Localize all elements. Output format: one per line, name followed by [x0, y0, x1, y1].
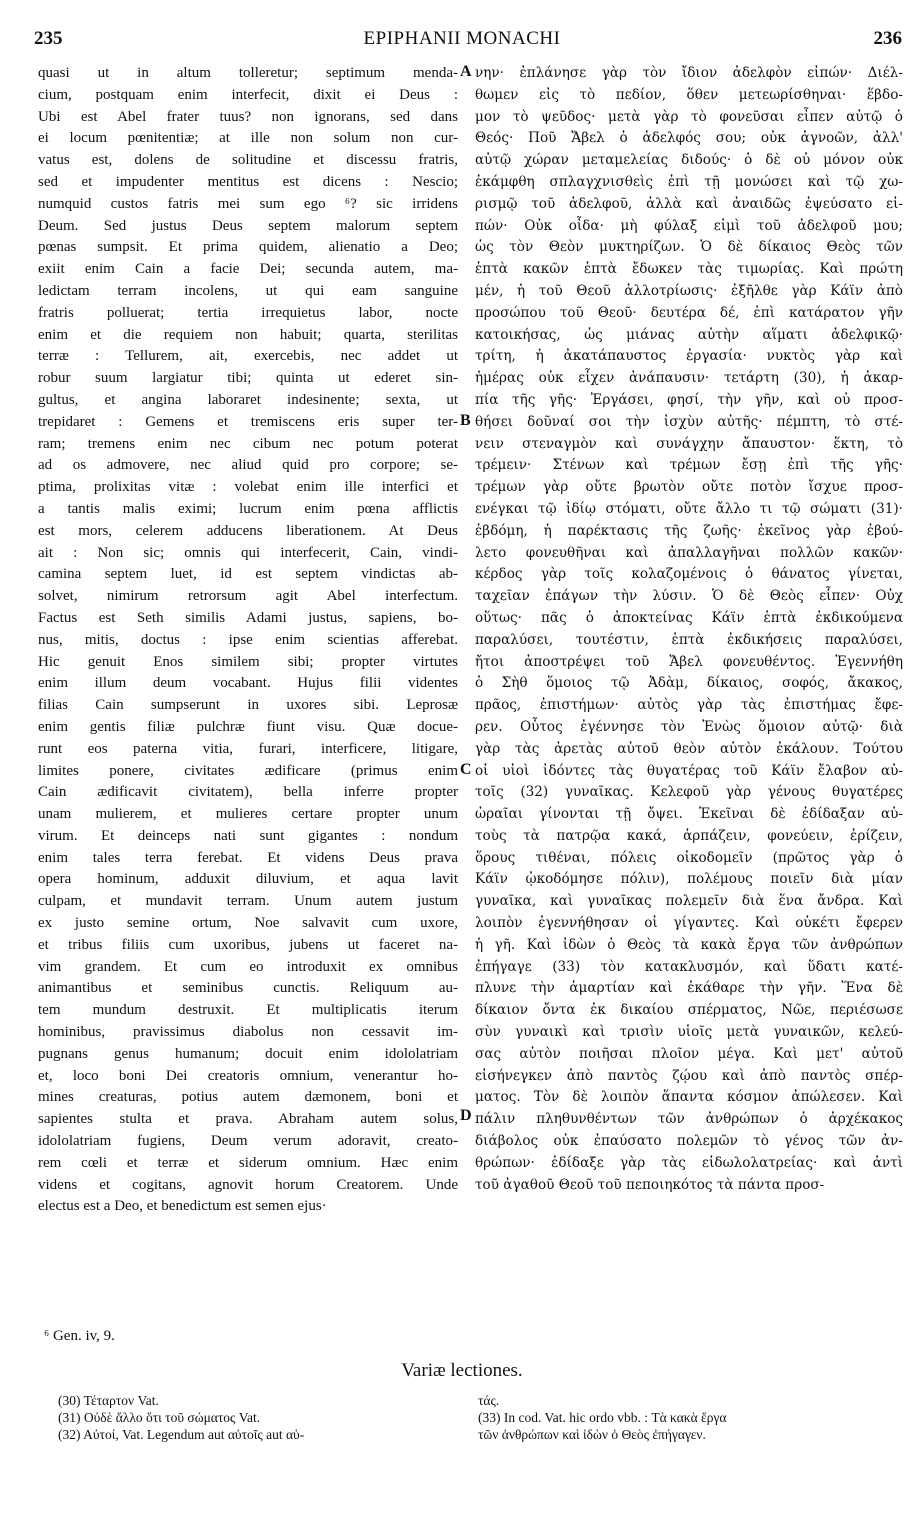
- latin-text-line: rem cœli et terræ et siderum omnium. Hæc enim: [38, 1154, 458, 1171]
- section-marker-a: A: [460, 63, 472, 80]
- greek-text-line: ὡραῖαι γίνονται τῇ ὄψει. Ἐκεῖναι δὲ ἐδίδαξαν αὐ-: [475, 806, 903, 823]
- greek-text-line: ἐκάμφθη σπλαγχνισθεὶς ἐπὶ τῇ μονώσει καὶ τῷ χω-: [475, 173, 903, 190]
- latin-text-line: a tantis malis eximi; lucrum enim pœna afflictis: [38, 500, 458, 517]
- greek-text-line: προσώπου τοῦ Θεοῦ· δευτέρα δέ, ἐπὶ κατάρατον γῆν: [475, 304, 903, 321]
- greek-text-line: Κάϊν ᾠκοδόμησε πόλιν), πολέμους ποιεῖν διὰ μίαν: [475, 871, 903, 888]
- greek-text-line: οἱ υἱοὶ ἰδόντες τὰς θυγατέρας τοῦ Κάϊν ἔλαβον αὐ-: [475, 762, 903, 779]
- greek-text-line: σὺν γυναικὶ καὶ τρισὶν υἱοῖς μετὰ γυναικῶν, κελεύ-: [475, 1024, 903, 1041]
- latin-text-line: et tribus filiis cum uxoribus, jubens ut faceret na-: [38, 936, 458, 953]
- greek-text-line: ενέγκαι τῷ ἰδίῳ στόματι, οὔτε ἄλλο τι τῷ σώματι (31)·: [475, 500, 903, 517]
- page-number-left: 235: [34, 28, 63, 49]
- greek-text-line: αὐτῷ χώραν μεταμελείας διδούς· ὁ δὲ οὐ μόνον οὐκ: [475, 152, 903, 169]
- section-marker-c: C: [460, 761, 472, 778]
- footnote: ⁶ Gen. iv, 9.: [44, 1328, 115, 1344]
- variae-lectiones-left: [58, 1392, 468, 1443]
- latin-text-line: camina septem luet, id est septem vindictas ab-: [38, 566, 458, 583]
- latin-text-line: videns et cogitans, agnovit horum Creatorem. Unde: [38, 1176, 458, 1193]
- latin-text-line: mines creaturas, potius autem dæmonem, boni et: [38, 1089, 458, 1106]
- greek-text-line: τοῖς (32) γυναῖκας. Κελεφοῦ γὰρ γένους θυγατέρες: [475, 784, 903, 801]
- greek-text-line: διάβολος οὐκ ἐπαύσατο πολεμῶν τὸ γένος τῶν ἀν-: [475, 1133, 903, 1150]
- page-number-right: 236: [873, 28, 902, 49]
- latin-text-line: enim tales terra ferebat. Et videns Deus prava: [38, 849, 458, 866]
- latin-text-line: gultus, et angina laboraret indesinente; sexta, ut: [38, 391, 458, 408]
- greek-text-line: κατοικήσας, ὡς μιάνας αὐτὴν αἵματι ἀδελφικῷ·: [475, 326, 903, 343]
- latin-text-line: ram; tremens enim nec cibum nec potum poterat: [38, 435, 458, 452]
- greek-text-line: δίκαιον ὄντα ἐκ δικαίου σπέρματος, Νῶε, περιέσωσε: [475, 1002, 903, 1019]
- latin-text-line: trepidaret : Gemens et tremiscens eris super ter-: [38, 413, 458, 430]
- latin-text-line: Cain ædificavit civitatem), bella inferre propter: [38, 784, 458, 801]
- latin-text-line: Factus est Seth similis Adami justus, sapiens, bo-: [38, 609, 458, 626]
- greek-text-line: ὅρους τιθέναι, πόλεις οἰκοδομεῖν (πρῶτος γὰρ ὁ: [475, 849, 903, 866]
- latin-text-line: runt eos paterna vitia, furari, interficere, litigare,: [38, 740, 458, 757]
- latin-text-line: terræ : Tellurem, ait, exercebis, nec addet ut: [38, 348, 458, 365]
- greek-text-line: πών· Οὐκ οἶδα· μὴ φύλαξ εἰμὶ τοῦ ἀδελφοῦ μου;: [475, 217, 903, 234]
- latin-text-line: ait : Non sic; omnis qui interfecerit, Cain, vindi-: [38, 544, 458, 561]
- greek-text-line: ἡμέρας οὐκ εἶχεν ἀνάπαυσιν· τετάρτη (30), ἡ ἀκαρ-: [475, 370, 903, 387]
- greek-text-line: θήσει δοῦναί σοι τὴν ἰσχὺν αὐτῆς· πέμπτη, τὸ στέ-: [475, 413, 903, 430]
- running-title: EPIPHANII MONACHI: [363, 28, 561, 49]
- greek-text-line: θρώπων· ἐδίδαξε γὰρ τὰς εἰδωλολατρείας· καὶ ἀντὶ: [475, 1154, 903, 1171]
- greek-text-line: ἡ γῆ. Καὶ ἰδὼν ὁ Θεὸς τὰ κακὰ ἔργα τῶν ἀνθρώπων: [475, 936, 903, 953]
- greek-text-line: κέρδος γὰρ τοῖς κολαζομένοις ὁ θάνατος γίνεται,: [475, 566, 903, 583]
- greek-text-line: τρέμων γὰρ οὔτε βρωτὸν οὔτε ποτὸν ἴσχυε προσ-: [475, 479, 903, 496]
- latin-text-line: Hic genuit Enos similem sibi; propter virtutes: [38, 653, 458, 670]
- greek-text-line: ἐπήγαγε (33) τὸν κατακλυσμόν, καὶ ὕδατι κατέ-: [475, 958, 903, 975]
- greek-text-line: τρίτη, ἡ ἀκατάπαυστος ἐργασία· νυκτὸς γὰρ καὶ: [475, 348, 903, 365]
- latin-text-line: pugnans genus humanum; docuit enim idololatriam: [38, 1045, 458, 1062]
- latin-text-line: robur suum largiatur tibi; quinta ut ederet sin-: [38, 370, 458, 387]
- latin-text-line: fratris polluerat; tertia irrequietus labor, nocte: [38, 304, 458, 321]
- greek-text-line: Θεός· Ποῦ Ἄβελ ὁ ἀδελφός σου; οὐκ ἀγνοῶν, ἀλλ': [475, 130, 903, 147]
- variant-reading-line: τῶν ἀνθρώπων καὶ ἰδὼν ὁ Θεὸς ἐπήγαγεν.: [478, 1427, 706, 1442]
- latin-text-line: enim et die requiem non habuit; quarta, sterilitas: [38, 326, 458, 343]
- greek-text-line: εἰσήνεγκεν ἀπὸ παντὸς ζῴου καὶ ἀπὸ παντὸς σπέρ-: [475, 1067, 903, 1084]
- latin-text-line: idololatriam fugiens, Deum verum adoravit, creato-: [38, 1133, 458, 1150]
- section-marker-d: D: [460, 1107, 472, 1124]
- greek-text-line: ὡς τὸν Θεὸν μυκτηρίζων. Ὁ δὲ δίκαιος Θεὸς τῶν: [475, 239, 903, 256]
- greek-text-line: παραλύσει, τουτέστιν, ἑπτὰ ἐκδικήσεις παραλύσει,: [475, 631, 903, 648]
- latin-text-line: vatus est, dolens de solitudine et discessu fratris,: [38, 152, 458, 169]
- greek-text-line: πάλιν πληθυνθέντων τῶν ἀνθρώπων ὁ ἀρχέκακος: [475, 1111, 903, 1128]
- greek-text-line: ταχεῖαν ἐπάγων τὴν λύσιν. Ὁ δὲ Θεὸς εἶπεν· Οὐχ: [475, 588, 903, 605]
- latin-text-line: filias Cain sumpserunt in uxores sibi. Leprosæ: [38, 697, 458, 714]
- latin-text-line: hominibus, pravissimus diabolus non cessavit im-: [38, 1024, 458, 1041]
- greek-column: [475, 63, 903, 1196]
- variant-reading-line: (30) Τέταρτον Vat.: [58, 1393, 159, 1408]
- greek-text-line: μον τὸ ψεῦδος· μετὰ γὰρ τὸ φονεῦσαι εἶπεν αὐτῷ ὁ: [475, 108, 903, 125]
- variae-lectiones-title: Variæ lectiones.: [401, 1360, 523, 1381]
- greek-text-line: ἑβδόμη, ἡ παρέκτασις τῆς ζωῆς· ἐκεῖνος γὰρ ἐβού-: [475, 522, 903, 539]
- latin-text-line: virum. Et deinceps nati sunt gigantes : nondum: [38, 827, 458, 844]
- greek-text-line: οὕτως· πᾶς ὁ ἀποκτείνας Κάϊν ἑπτὰ ἐκδικούμενα: [475, 609, 903, 626]
- greek-text-line: τοῦ ἀγαθοῦ Θεοῦ τοῦ πεποιηκότος τὰ πάντα προσ-: [475, 1176, 825, 1193]
- latin-text-line: et, loco boni Dei creatoris omnium, venerantur ho-: [38, 1067, 458, 1084]
- greek-text-line: ἑπτὰ κακῶν ἑπτὰ ἔδωκεν τὰς τιμωρίας. Καὶ πρώτη: [475, 261, 903, 278]
- greek-text-line: τρέμειν· Στένων καὶ τρέμων ἔσῃ ἐπὶ τῆς γῆς·: [475, 457, 903, 474]
- greek-text-line: σας αὐτὸν ποιῆσαι πλοῖον μέγα. Καὶ μετ' αὐτοῦ: [475, 1045, 903, 1062]
- latin-text-line: enim gentis filiæ pulchræ fiunt visu. Quæ docue-: [38, 718, 458, 735]
- latin-text-line: Deum. Sed justus Deus septem malorum septem: [38, 217, 458, 234]
- greek-text-line: νην· ἐπλάνησε γὰρ τὸν ἴδιον ἀδελφὸν εἰπών· Διέλ-: [475, 65, 903, 81]
- latin-text-line: nus, mitis, doctus : ipse enim scientias afferebat.: [38, 631, 458, 648]
- greek-text-line: γυναῖκα, καὶ γυναῖκας πολεμεῖν διὰ ἕνα ἄνδρα. Καὶ: [475, 893, 903, 910]
- greek-text-line: θωμεν εἰς τὸ πεδίον, ὅθεν μετεωρίσθηναι· ἕβδο-: [475, 86, 903, 103]
- greek-text-line: γὰρ τὰς ἀρετὰς αὐτοῦ θεὸν αὐτὸν ἐκάλουν. Τούτου: [475, 740, 903, 757]
- variant-reading-line: (31) Οὐδὲ ἄλλο ὅτι τοῦ σώματος Vat.: [58, 1410, 261, 1425]
- section-marker-b: B: [460, 412, 471, 429]
- greek-text-line: νειν στεναγμὸν καὶ συνάγχην ἄπαυστον· ἕκτη, τὸ: [475, 435, 903, 452]
- page-header: [0, 28, 924, 54]
- latin-text-line: solvet, nimirum retrorsum agit Abel interfectum.: [38, 588, 458, 605]
- latin-text-line: ledictam terram incolens, ut qui eam sanguine: [38, 282, 458, 299]
- latin-text-line: sapientes stulta et prava. Abraham autem solus,: [38, 1111, 458, 1128]
- latin-text-line: ei locum pœnitentiæ; at ille non solum non cur-: [38, 130, 458, 147]
- latin-text-line: enim illum deum vocabant. Hujus filii videntes: [38, 675, 458, 692]
- latin-text-line: cium, postquam enim interfecit, dixit ei Deus :: [38, 86, 458, 103]
- latin-text-line: opera hominum, adduxit diluvium, et aqua lavit: [38, 871, 458, 888]
- greek-text-line: ὁ Σὴθ ὅμοιος τῷ Ἀδὰμ, δίκαιος, σοφός, ἄκακος,: [475, 675, 903, 692]
- greek-text-line: μέν, ἡ τοῦ Θεοῦ ἀλλοτρίωσις· ἐξῆλθε γὰρ Κάϊν ἀπὸ: [475, 282, 903, 299]
- latin-column: [38, 63, 458, 1218]
- latin-text-line: est mors, celerem adducens liberationem. At Deus: [38, 522, 458, 539]
- latin-text-line: quasi ut in altum tolleretur; septimum menda-: [38, 65, 458, 81]
- latin-text-line: tem mundum destruxit. Et multiplicatis iterum: [38, 1002, 458, 1019]
- greek-text-line: λοιπὸν ἐγεννήθησαν οἱ γίγαντες. Καὶ οὐκέτι ἔφερεν: [475, 915, 903, 932]
- latin-text-line: ptima, prolixitas vitæ : volebat enim ille interfici et: [38, 479, 458, 496]
- variant-reading-line: τάς.: [478, 1393, 500, 1408]
- latin-text-line: ex justo semine ortum, Noe salvavit cum uxore,: [38, 915, 458, 932]
- greek-text-line: τοὺς τὰ πατρῷα κακά, ἁρπάζειν, φονεύειν, ἐρίζειν,: [475, 827, 903, 844]
- greek-text-line: πρᾶος, ἐπιστήμων· αὐτὸς γὰρ τὰς ἐπιστήμας ἔφε-: [475, 697, 903, 714]
- latin-text-line: unam mulierem, et mulieres certare propter unum: [38, 806, 458, 823]
- latin-text-line: culpam, et mundavit terram. Unum autem justum: [38, 893, 458, 910]
- greek-text-line: ἤτοι ἀποστρέψει τοῦ Ἄβελ φονευθέντος. Ἐγεννήθη: [475, 653, 903, 670]
- greek-text-line: ρισμῷ τοῦ ἀδελφοῦ, ἀλλὰ καὶ ἀναιδῶς ἐψεύσατο εἰ-: [475, 195, 903, 212]
- variant-reading-line: (33) In cod. Vat. hic ordo vbb. : Τὰ κακὰ ἔργα: [478, 1410, 727, 1425]
- greek-text-line: πλυνε τὴν ἁμαρτίαν καὶ ἐκάθαρε τὴν γῆν. Ἕνα δὲ: [475, 980, 903, 997]
- greek-text-line: ματος. Τὸν δὲ λοιπὸν ἅπαντα κόσμον ἀπώλεσεν. Καὶ: [475, 1089, 903, 1106]
- latin-text-line: exiit enim Cain a facie Dei; secunda autem, ma-: [38, 261, 458, 278]
- latin-text-line: electus est a Deo, et benedictum est semen ejus·: [38, 1198, 327, 1215]
- latin-text-line: pœnas sumpsit. Et prima quidem, alienatio a Deo;: [38, 239, 458, 256]
- latin-text-line: numquid custos fatris mei sum ego ⁶? sic irridens: [38, 195, 458, 212]
- latin-text-line: vim grandem. Et cum eo introduxit ex omnibus: [38, 958, 458, 975]
- latin-text-line: limites ponere, civitates ædificare (primus enim: [38, 762, 458, 779]
- greek-text-line: πία τῆς γῆς· Ἐργάσει, φησί, τὴν γῆν, καὶ οὐ προσ-: [475, 391, 903, 408]
- latin-text-line: ad os admovere, nec aliud quid pro corpore; se-: [38, 457, 458, 474]
- latin-text-line: Ubi est Abel frater tuus? non ignorans, sed dans: [38, 108, 458, 125]
- latin-text-line: animantibus et seminibus cunctis. Reliquum au-: [38, 980, 458, 997]
- latin-text-line: sed et impudenter mentitus est dicens : Nescio;: [38, 173, 458, 190]
- variant-reading-line: (32) Αὐτοί, Vat. Legendum aut αὐτοῖς aut αὑ-: [58, 1427, 305, 1442]
- greek-text-line: λετο φονευθῆναι καὶ ἀπαλλαγῆναι πολλῶν κακῶν·: [475, 544, 903, 561]
- greek-text-line: ρεν. Οὗτος ἐγέννησε τὸν Ἐνὼς ὅμοιον αὐτῷ· διὰ: [475, 718, 903, 735]
- variae-lectiones-right: [478, 1392, 908, 1443]
